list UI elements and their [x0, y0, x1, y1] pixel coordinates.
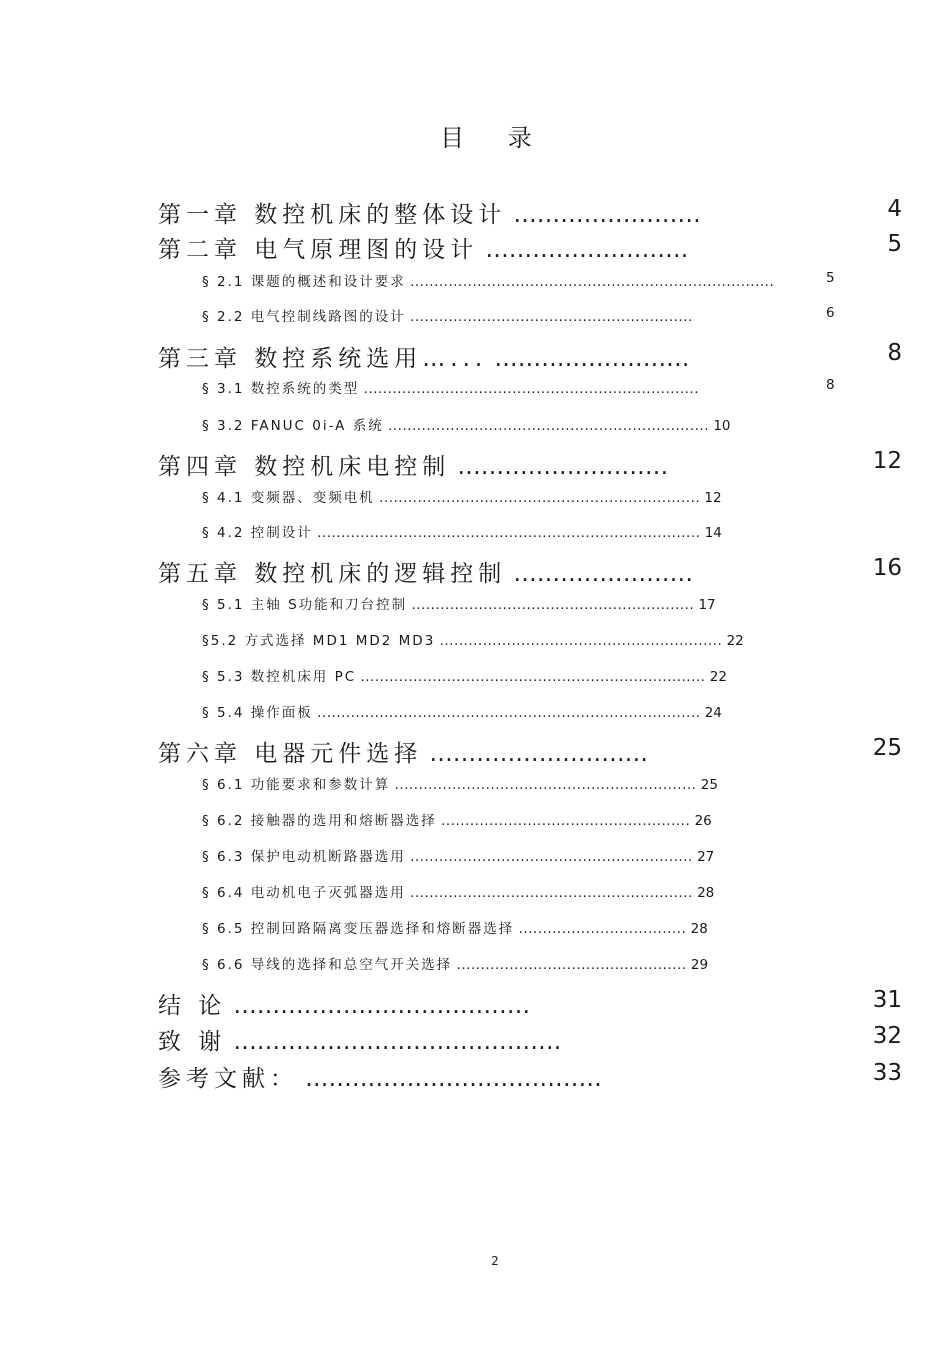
toc-entry-label: § 4.2 控制设计 — [202, 525, 313, 541]
toc-section-entry[interactable] — [202, 305, 835, 325]
toc-entry-label: § 4.1 变频器、变频电机 — [202, 490, 375, 506]
toc-leader-dots: ................................................ — [456, 957, 687, 973]
toc-chapter-entry[interactable] — [158, 987, 902, 1020]
toc-leader-dots: ...................................................................... — [363, 381, 699, 397]
toc-page-number: 12 — [872, 448, 902, 474]
toc-entry-label: 参考文献： — [158, 1066, 298, 1092]
toc-chapter-entry[interactable] — [158, 1023, 902, 1056]
toc-leader-dots: ................................................................... — [379, 490, 701, 506]
toc-leader-dots: ........................................................... — [410, 885, 693, 901]
toc-page-number: 28 — [697, 885, 715, 901]
toc-page-number: 26 — [694, 813, 712, 829]
toc-page-number: 8 — [887, 340, 902, 366]
toc-leader-dots: ........................................................... — [410, 849, 693, 865]
toc-page-number: 14 — [704, 525, 722, 541]
toc-entry-label: § 6.1 功能要求和参数计算 — [202, 777, 391, 793]
toc-section-entry[interactable] — [202, 881, 714, 901]
toc-section-entry[interactable] — [202, 845, 714, 865]
toc-leader-dots: ................................................................... — [388, 418, 710, 434]
toc-leader-dots: .......................... — [485, 237, 689, 263]
toc-chapter-entry[interactable] — [158, 231, 902, 264]
toc-page-number: 5 — [826, 270, 835, 286]
toc-entry-label: 第五章 数控机床的逻辑控制 — [158, 561, 507, 587]
toc-entry-label: § 6.6 导线的选择和总空气开关选择 — [202, 957, 453, 973]
toc-page-number: 17 — [698, 597, 716, 613]
toc-entry-label: 结 论 — [158, 993, 227, 1019]
toc-section-entry[interactable] — [202, 521, 722, 541]
toc-leader-dots: ............................................................... — [394, 777, 697, 793]
toc-page-number: 32 — [872, 1023, 902, 1049]
toc-section-entry[interactable] — [202, 953, 708, 973]
toc-leader-dots: ................................................................................ — [317, 705, 701, 721]
toc-page-number: 4 — [887, 196, 902, 222]
toc-entry-label: § 2.1 课题的概述和设计要求 — [202, 274, 406, 290]
toc-section-entry[interactable] — [202, 593, 716, 613]
toc-entry-label: § 6.5 控制回路隔离变压器选择和熔断器选择 — [202, 921, 515, 937]
toc-page-number: 12 — [704, 490, 722, 506]
toc-leader-dots: ............................................................................ — [410, 274, 775, 290]
toc-page-number: 29 — [690, 957, 709, 973]
toc-entry-label: 第二章 电气原理图的设计 — [158, 237, 479, 263]
toc-chapter-entry[interactable] — [158, 1060, 902, 1093]
toc-leader-dots: ........................... — [457, 454, 669, 480]
toc-entry-label: 致 谢 — [158, 1029, 227, 1055]
toc-leader-dots: .................................................... — [441, 813, 691, 829]
toc-entry-label: §5.2 方式选择 MD1 MD2 MD3 — [202, 633, 436, 649]
toc-page-number: 5 — [887, 231, 902, 257]
toc-leader-dots: ........................................................... — [410, 309, 693, 325]
toc-entry-label: § 2.2 电气控制线路图的设计 — [202, 309, 406, 325]
toc-section-entry[interactable] — [202, 414, 731, 434]
toc-page-number: 8 — [826, 377, 835, 393]
toc-entry-label: § 6.3 保护电动机断路器选用 — [202, 849, 406, 865]
toc-section-entry[interactable] — [202, 377, 835, 397]
toc-page-number: 22 — [709, 669, 727, 685]
toc-entry-label: § 6.2 接触器的选用和熔断器选择 — [202, 813, 437, 829]
toc-leader-dots: ............................ — [429, 741, 649, 767]
toc-chapter-entry[interactable] — [158, 555, 902, 588]
toc-leader-dots: ........................ — [513, 202, 702, 228]
toc-page-number: 25 — [700, 777, 718, 793]
toc-chapter-entry[interactable] — [158, 448, 902, 481]
toc-leader-dots: ...................................... — [233, 993, 531, 1019]
toc-page-number: 31 — [872, 987, 902, 1013]
toc-entry-label: § 5.1 主轴 S功能和刀台控制 — [202, 597, 408, 613]
toc-chapter-entry[interactable] — [158, 735, 902, 768]
page-number: 2 — [491, 1254, 499, 1268]
toc-leader-dots: ....................... — [513, 561, 694, 587]
toc-leader-dots: ........................................................................ — [360, 669, 706, 685]
toc-leader-dots: ...................................... — [305, 1066, 603, 1092]
toc-leader-dots: ......................... — [494, 346, 690, 372]
toc-page-number: 16 — [872, 555, 902, 581]
toc-leader-dots: ........................................................... — [439, 633, 723, 649]
toc-leader-dots: ................................... — [518, 921, 687, 937]
toc-section-entry[interactable] — [202, 701, 722, 721]
toc-page-number: 33 — [872, 1060, 902, 1086]
toc-page-number: 24 — [704, 705, 722, 721]
toc-page-number: 22 — [726, 633, 744, 649]
toc-entry-label: § 3.1 数控系统的类型 — [202, 381, 360, 397]
toc-entry-label: § 5.4 操作面板 — [202, 705, 313, 721]
toc-entry-label: § 6.4 电动机电子灭弧器选用 — [202, 885, 406, 901]
toc-entry-label: 第六章 电器元件选择 — [158, 741, 423, 767]
toc-section-entry[interactable] — [202, 773, 718, 793]
toc-section-entry[interactable] — [202, 809, 712, 829]
toc-title: 目 录 — [440, 124, 550, 152]
toc-leader-dots: ................................................................................ — [317, 525, 701, 541]
toc-section-entry[interactable] — [202, 486, 722, 506]
toc-page-number: 6 — [826, 305, 835, 321]
toc-page-number: 28 — [690, 921, 708, 937]
toc-page-number: 10 — [713, 418, 731, 434]
toc-entry-label: 第三章 数控系统选用…... — [158, 346, 488, 372]
toc-chapter-entry[interactable] — [158, 196, 902, 229]
toc-page-number: 25 — [872, 735, 902, 761]
toc-section-entry[interactable] — [202, 270, 835, 290]
toc-chapter-entry[interactable] — [158, 340, 902, 373]
toc-section-entry[interactable] — [202, 629, 744, 649]
toc-entry-label: § 5.3 数控机床用 PC — [202, 669, 357, 685]
toc-leader-dots: ........................................................... — [411, 597, 695, 613]
toc-section-entry[interactable] — [202, 917, 708, 937]
toc-entry-label: 第一章 数控机床的整体设计 — [158, 202, 507, 228]
toc-section-entry[interactable] — [202, 665, 727, 685]
toc-entry-label: 第四章 数控机床电控制 — [158, 454, 451, 480]
toc-entry-label: § 3.2 FANUC 0i-A 系统 — [202, 418, 384, 434]
toc-leader-dots: .......................................... — [233, 1029, 562, 1055]
toc-page-number: 27 — [697, 849, 715, 865]
